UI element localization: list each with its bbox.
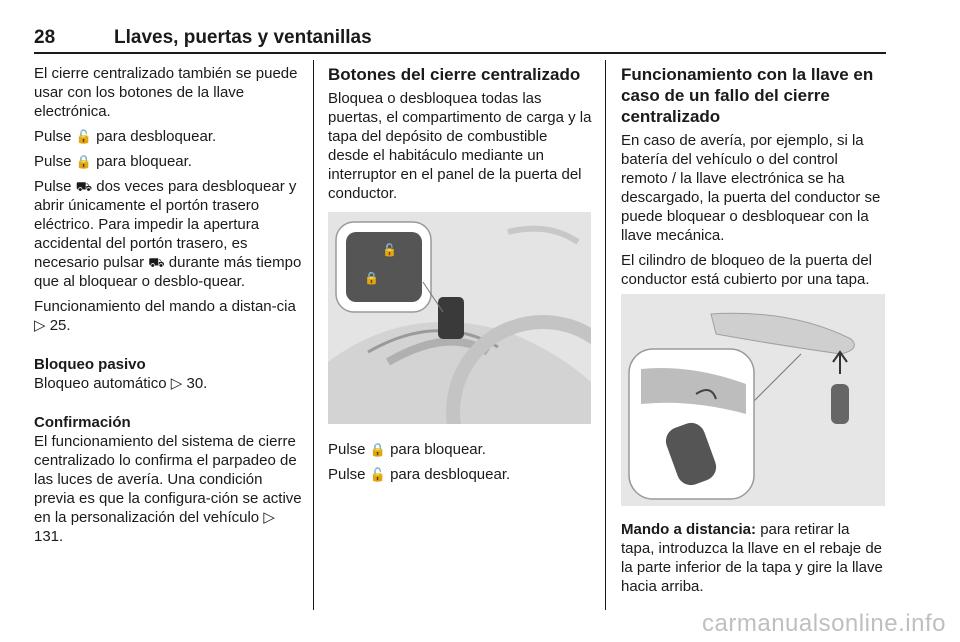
button-lock-instruction: Pulse 🔒 para bloquear. <box>328 441 486 458</box>
remote-operation-ref: Funcionamiento del mando a distan-cia ▷ 25. <box>34 298 296 334</box>
tailgate-instruction: Pulse ⛟ dos veces para desbloquear y abrir únicamente el portón trasero eléctrico. Para impedir la apertura accidental del portón trasero, es necesario pulsar ⛟ durante más tiempo que al bloquear o desblo-quear. <box>34 178 302 290</box>
page-link-25[interactable]: 25. <box>49 317 71 334</box>
unlock-padlock-icon: 🔓 <box>75 129 92 144</box>
page-header <box>34 27 886 53</box>
chapter-title: Llaves, puertas y ventanillas <box>114 27 372 48</box>
page-link-30[interactable]: 30. <box>186 375 208 392</box>
column-divider-2 <box>605 60 606 610</box>
watermark: carmanualsonline.info <box>702 610 946 637</box>
tailgate-icon: ⛟ <box>75 179 93 194</box>
door-panel-switch-figure <box>328 212 591 424</box>
column-2-bottom <box>328 440 592 490</box>
passive-lock-heading: Bloqueo pasivo <box>34 356 146 373</box>
header-rule <box>34 52 886 54</box>
lock-cylinder-figure <box>621 294 885 506</box>
button-unlock-instruction: Pulse 🔓 para desbloquear. <box>328 466 511 483</box>
central-lock-buttons-heading: Botones del cierre centralizado <box>328 65 581 84</box>
lock-cylinder-illustration <box>621 294 885 506</box>
lock-padlock-icon: 🔒 <box>75 154 92 169</box>
remote-key-caption: Mando a distancia: para retirar la tapa, introduzca la llave en el rebaje de la parte inferior de la tapa y gire la llave hacia arriba. <box>621 521 883 595</box>
page-number: 28 <box>34 27 56 48</box>
unlock-instruction: Pulse 🔓 para desbloquear. <box>34 128 217 145</box>
lock-padlock-icon: 🔒 <box>369 442 386 457</box>
passive-lock-text: Bloqueo automático ▷ 30. <box>34 375 208 392</box>
intro-text: El cierre centralizado también se puede usar con los botones de la llave electrónica. <box>34 65 298 120</box>
page-reference-arrow-icon: ▷ <box>170 375 183 392</box>
svg-text:🔓: 🔓 <box>382 243 397 257</box>
page-link-131[interactable]: 131. <box>34 528 64 545</box>
column-3 <box>621 64 886 295</box>
page-reference-arrow-icon: ▷ <box>263 509 275 526</box>
door-switch-illustration <box>328 212 591 424</box>
column-2 <box>328 64 592 209</box>
column-divider-1 <box>313 60 314 610</box>
confirmation-heading: Confirmación <box>34 414 131 431</box>
central-lock-buttons-text: Bloquea o desbloquea todas las puertas, el compartimento de carga y la tapa del depósito de combustible desde el habitáculo mediante un interruptor en el panel de la puerta del conductor. <box>328 90 592 202</box>
svg-text:🔒: 🔒 <box>364 271 379 285</box>
unlock-padlock-icon: 🔓 <box>369 467 386 482</box>
column-1 <box>34 64 302 552</box>
lock-instruction: Pulse 🔒 para bloquear. <box>34 153 192 170</box>
tailgate-icon: ⛟ <box>148 255 165 270</box>
lock-cylinder-text: El cilindro de bloqueo de la puerta del conductor está cubierto por una tapa. <box>621 252 873 288</box>
key-operation-heading: Funcionamiento con la llave en caso de un fallo del cierre centralizado <box>621 65 874 126</box>
key-operation-text: En caso de avería, por ejemplo, si la batería del vehículo o del control remoto / la llave electrónica se ha descargado, la puerta del conductor se puede bloquear o desbloquear con la llave mecánica. <box>621 132 881 244</box>
page-reference-arrow-icon: ▷ <box>34 317 46 334</box>
column-3-caption <box>621 520 886 602</box>
confirmation-text: El funcionamiento del sistema de cierre centralizado lo confirma el parpadeo de las luces de avería. Una condición previa es que la configura-ción se active en la personalización del vehículo ▷ 131. <box>34 433 302 545</box>
